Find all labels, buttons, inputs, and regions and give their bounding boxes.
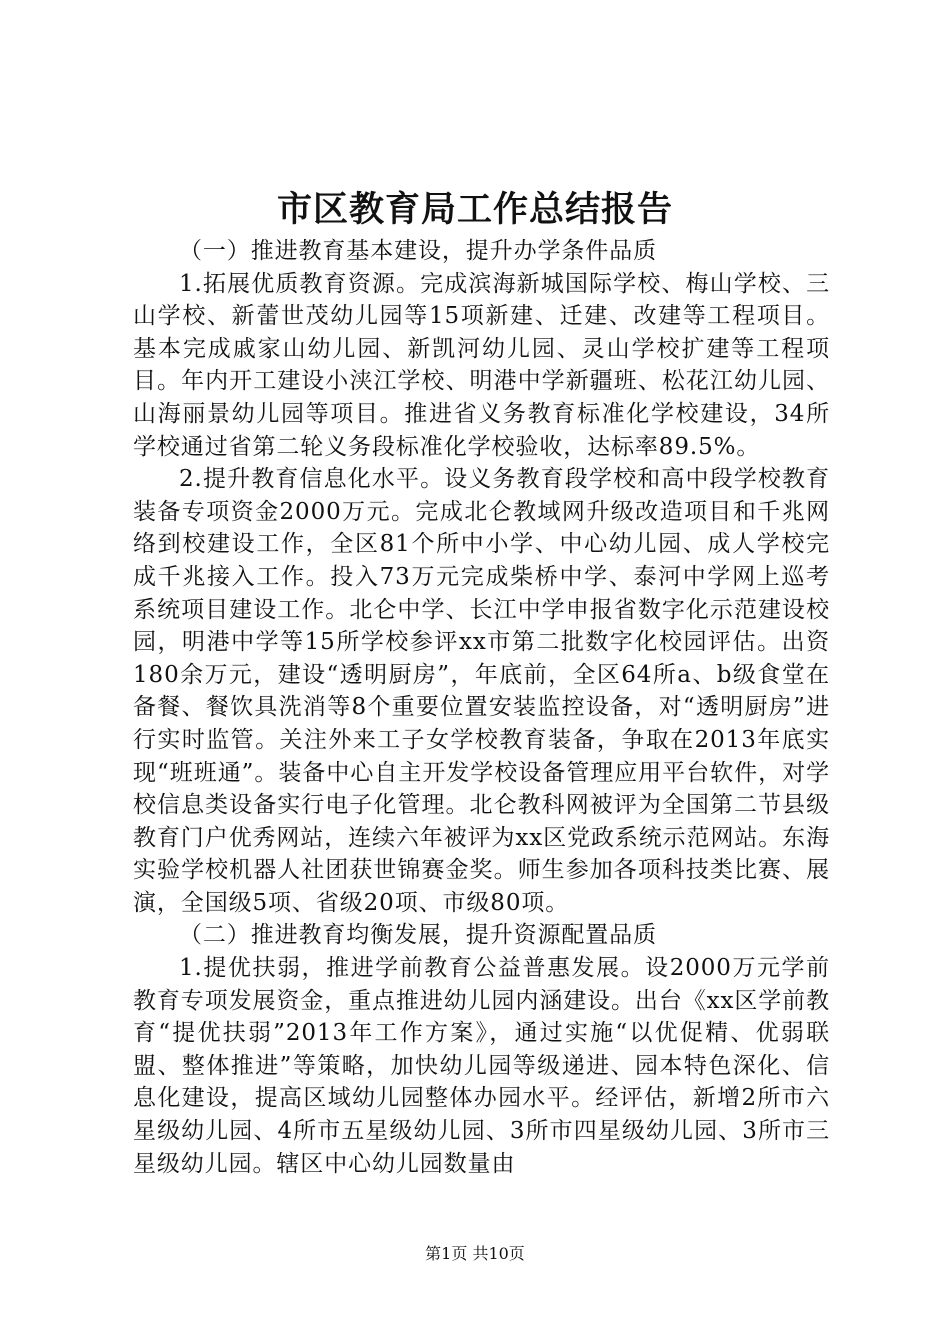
page-footer: 第1页 共10页 — [425, 1244, 525, 1263]
section-heading-2: （二）推进教育均衡发展，提升资源配置品质 — [179, 922, 657, 949]
paragraph-3: 1.提优扶弱，推进学前教育公益普惠发展。设2000万元学前教育专项发展资金，重点推进幼儿园内涵建设。出台《xx区学前教育“提优扶弱”2013年工作方案》，通过实施“以优促精、优弱联盟、整体推进”等策略，加快幼儿园等级递进、园本特色深化、信息化建设，提高区域幼儿园整体办园水平。经评估，新增2所市六星级幼儿园、4所市五星级幼儿园、3所市四星级幼儿园、3所市三星级幼儿园。辖区中心幼儿园数量由 — [133, 955, 830, 1177]
document-body — [133, 235, 830, 1180]
paragraph-2: 2.提升教育信息化水平。设义务教育段学校和高中段学校教育装备专项资金2000万元。完成北仑教域网升级改造项目和千兆网络到校建设工作，全区81个所中小学、中心幼儿园、成人学校完成千兆接入工作。投入73万元完成柴桥中学、泰河中学网上巡考系统项目建设工作。北仑中学、长江中学申报省数字化示范建设校园，明港中学等15所学校参评xx市第二批数字化校园评估。出资180余万元，建设“透明厨房”，年底前，全区64所a、b级食堂在备餐、餐饮具洗消等8个重要位置安装监控设备，对“透明厨房”进行实时监管。关注外来工子女学校教育装备，争取在2013年底实现“班班通”。装备中心自主开发学校设备管理应用平台软件，对学校信息类设备实行电子化管理。北仑教科网被评为全国第二节县级教育门户优秀网站，连续六年被评为xx区党政系统示范网站。东海实验学校机器人社团获世锦赛金奖。师生参加各项科技类比赛、展演，全国级5项、省级20项、市级80项。 — [133, 466, 830, 916]
section-heading-1: （一）推进教育基本建设，提升办学条件品质 — [179, 238, 657, 264]
page-title: 市区教育局工作总结报告 — [276, 189, 673, 230]
paragraph-1: 1.拓展优质教育资源。完成滨海新城国际学校、梅山学校、三山学校、新蕾世茂幼儿园等15项新建、迁建、改建等工程项目。基本完成戚家山幼儿园、新凯河幼儿园、灵山学校扩建等工程项目。年内开工建设小浃江学校、明港中学新疆班、松花江幼儿园、山海丽景幼儿园等项目。推进省义务教育标准化学校建设，34所学校通过省第二轮义务段标准化学校验收，达标率89.5%。 — [133, 270, 830, 460]
